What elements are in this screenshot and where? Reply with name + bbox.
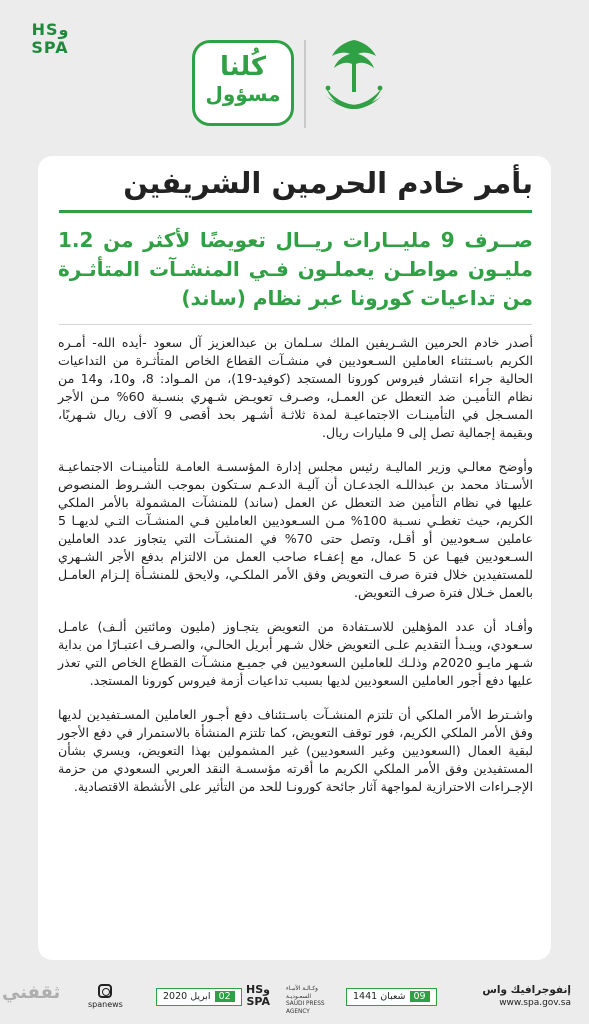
saudi-emblem-icon	[318, 36, 390, 128]
social-handle[interactable]: spanews	[88, 1000, 123, 1009]
footer-agency	[286, 986, 340, 1016]
hijri-date	[346, 988, 437, 1006]
footer-spa-mark-top: وHS	[246, 983, 270, 996]
footer-site-label: إنفوجرافيك واس	[482, 984, 571, 996]
footer-spa-logo	[246, 983, 340, 1015]
headline: صــرف 9 مليــارات ريــال تعويضًا لأكثر من 1.2 مليـون مواطـن يعملـون فـي المنشـآت المتأثـرة من تداعيات كورونا عبر نظام (ساند)	[58, 228, 533, 310]
paragraph: وأوضح معالـي وزير الماليـة رئيس مجلس إدارة المؤسسـة العامـة للتأمينـات الاجتماعيـة الأسـتاذ محمد بن عبداللـه الجدعـان أن آليـة الدعـم سـتكون بموجب الشـروط المنصوص عليها في نظام التأمين ضد التعطل عن العمل (ساند) للمنشآت المشمولة بالأمر الملكي الكريم، حيث تغطـي نسـبة 100% مـن السـعوديين العاملين فـي المنشـآت التـي لديهـا 5 عاملين سـعوديين أو أقـل، وتصل حتى 70% في المنشـآت التي يتجاوز عدد العاملين السـعوديين فيهـا عن 5 عمال، مع إعفـاء صاحب العمل من الالتزام بدفع الأجر الشـهري للمستفيدين خلال فترة صرف التعويض وفق الأمر الملكـي، ولايحق للمنشـأة إلـزام العامـل بالعمل خـلال فترة صرف التعويض.	[58, 459, 533, 600]
campaign-badge	[192, 40, 294, 126]
announcement-card	[38, 156, 551, 960]
headline-divider	[59, 324, 532, 325]
paragraph: واشـترط الأمر الملكي أن تلتزم المنشـآت باسـتئناف دفع أجـور العاملين المسـتفيدين لديها وفق الأمر الملكي الكريم، فور توقف التعويض، كما تلتزم المنشأة بالاستمرار في دفع الأجور لبقية العمال (السعوديين وغير السعوديين) غير المشمولين بهذا التعويض، ويسري بشأن المستفيدين وفق الأمر الملكي الكريم ما أقرته مؤسسـة النقد العربي السعودي من حزمة الإجـراءات الاحترازية لمواجهة آثار جائحة كورونـا للحد من التأثير على الأنشطة الاقتصادية.	[58, 707, 533, 794]
campaign-line1: كُلنا	[219, 52, 267, 82]
footer-site-url[interactable]: www.spa.gov.sa	[499, 997, 571, 1008]
footer-site	[482, 984, 571, 1009]
footer-agency-ar: وكـالـة الأنبـاء السعـوديـة	[286, 986, 318, 1000]
gregorian-date	[156, 988, 242, 1006]
footer	[0, 976, 589, 1024]
footer-agency-en: SAUDI PRESS AGENCY	[286, 1001, 325, 1015]
greg-day: 02	[215, 991, 235, 1002]
title-rule	[59, 210, 532, 213]
campaign-line2: مسؤول	[205, 81, 281, 106]
instagram-icon[interactable]	[98, 984, 112, 998]
spa-logo	[24, 22, 76, 72]
spa-logo-bottom: SPA	[31, 38, 69, 57]
footer-spa-mark-bottom: SPA	[246, 994, 270, 1008]
hijri-rest: شعبان 1441	[353, 991, 406, 1002]
watermark: ثقفني	[2, 982, 61, 1003]
social-instagram[interactable]	[88, 984, 123, 1009]
spa-logo-top: وHS	[31, 20, 69, 39]
paragraph: وأفـاد أن عدد المؤهلين للاسـتفادة من التعويض يتجـاوز (مليون ومائتين ألـف) عامـل سـعودي، ويبـدأ التقديم علـى التعويض خلال شـهر أبريل الحالـي، والصـرف اعتبـارًا من بداية شـهر مايـو 2020م وذلـك للعاملين السعوديين في جميـع منشـآت القطاع الخاص التي تعذر عليها دفع أجور العاملين السعوديين لديها بسبب تداعيات أزمة فيروس كورونا المستجد.	[58, 619, 533, 688]
paragraph: أصدر خادم الحرمين الشـريفين الملك سـلمان بن عبدالعزيز آل سعود -أيده الله- أمـره الكريم باسـتثناء العاملين السـعوديين في منشـآت القطاع الخاص المتأثـرة من التداعيات الحالية جراء انتشار فيروس كورونا المستجد (كوفيد-19)، من المـواد: 8، و10، و14 من نظام التأميـن ضد التعطل عن العمـل، وصـرف تعويـض شـهري بنسـبة 60% مـن الأجر المسـجل في التأمينـات الاجتماعيـة لمدة ثلاثـة أشـهر بحد أقصى 9 آلاف ريال شـهريًا، وبقيمة إجمالية تصل إلى 9 مليارات ريال.	[58, 335, 534, 440]
hijri-day: 09	[410, 991, 430, 1002]
card-title: بأمر خادم الحرمين الشريفين	[123, 166, 533, 200]
body-text	[58, 334, 533, 812]
greg-rest: ابريل 2020	[163, 991, 211, 1002]
footer-spa-mark	[246, 984, 270, 1007]
header-divider	[304, 40, 306, 128]
